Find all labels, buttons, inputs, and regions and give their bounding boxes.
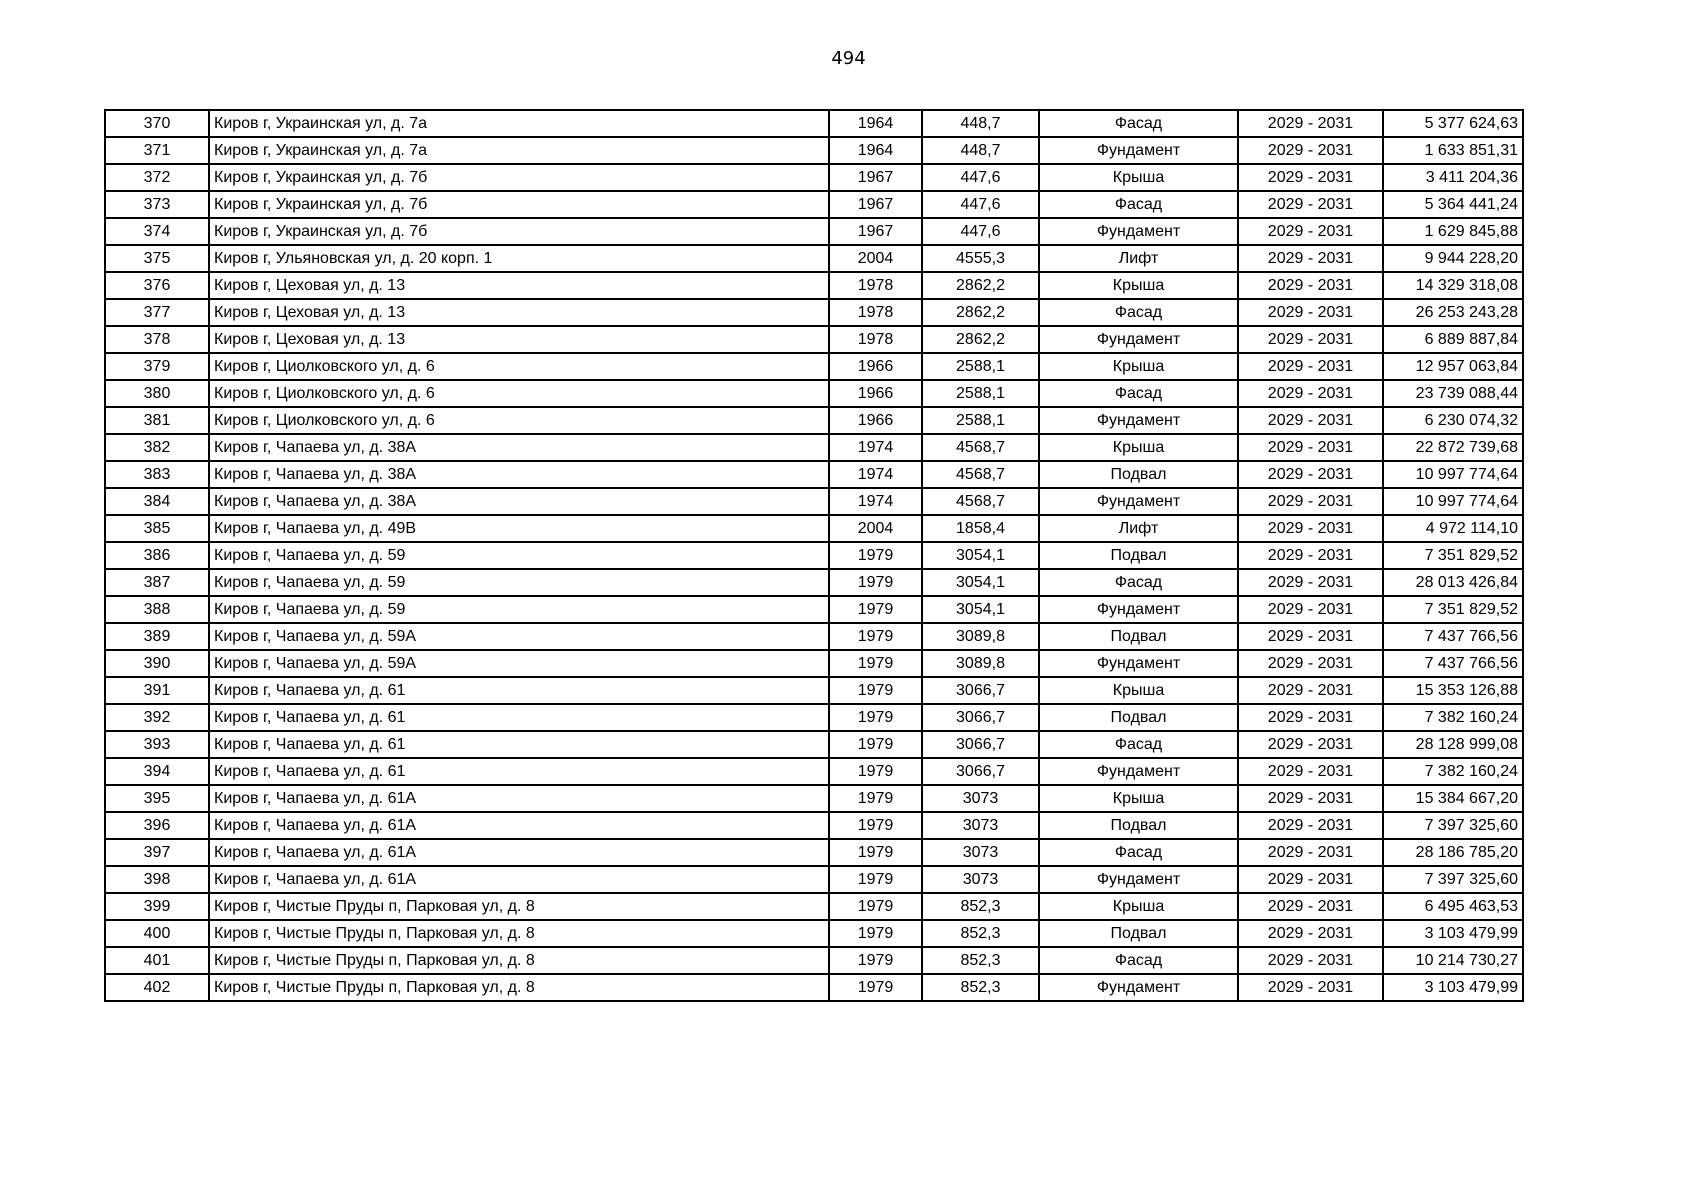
address-cell: Киров г, Чапаева ул, д. 61А: [209, 839, 829, 866]
period-cell: 2029 - 2031: [1238, 893, 1383, 920]
period-cell: 2029 - 2031: [1238, 839, 1383, 866]
cost-cell: 7 437 766,56: [1383, 650, 1523, 677]
row-number-cell: 373: [105, 191, 209, 218]
work-type-cell: Фундамент: [1039, 407, 1238, 434]
period-cell: 2029 - 2031: [1238, 785, 1383, 812]
area-cell: 2588,1: [922, 353, 1039, 380]
work-type-cell: Крыша: [1039, 164, 1238, 191]
table-row: [105, 866, 1523, 893]
cost-cell: 26 253 243,28: [1383, 299, 1523, 326]
period-cell: 2029 - 2031: [1238, 299, 1383, 326]
cost-cell: 10 214 730,27: [1383, 947, 1523, 974]
row-number-cell: 394: [105, 758, 209, 785]
address-cell: Киров г, Чапаева ул, д. 61: [209, 677, 829, 704]
row-number-cell: 393: [105, 731, 209, 758]
work-type-cell: Фасад: [1039, 731, 1238, 758]
period-cell: 2029 - 2031: [1238, 434, 1383, 461]
area-cell: 3054,1: [922, 569, 1039, 596]
table-row: [105, 191, 1523, 218]
work-type-cell: Фундамент: [1039, 974, 1238, 1001]
work-type-cell: Фундамент: [1039, 137, 1238, 164]
period-cell: 2029 - 2031: [1238, 623, 1383, 650]
area-cell: 852,3: [922, 947, 1039, 974]
area-cell: 1858,4: [922, 515, 1039, 542]
cost-cell: 7 382 160,24: [1383, 758, 1523, 785]
area-cell: 4568,7: [922, 434, 1039, 461]
build-year-cell: 1979: [829, 758, 922, 785]
table-row: [105, 947, 1523, 974]
row-number-cell: 376: [105, 272, 209, 299]
area-cell: 3073: [922, 785, 1039, 812]
build-year-cell: 1979: [829, 812, 922, 839]
work-type-cell: Фундамент: [1039, 758, 1238, 785]
address-cell: Киров г, Чапаева ул, д. 61А: [209, 866, 829, 893]
work-type-cell: Фундамент: [1039, 326, 1238, 353]
cost-cell: 7 351 829,52: [1383, 596, 1523, 623]
cost-cell: 3 411 204,36: [1383, 164, 1523, 191]
cost-cell: 22 872 739,68: [1383, 434, 1523, 461]
area-cell: 447,6: [922, 164, 1039, 191]
table-row: [105, 434, 1523, 461]
period-cell: 2029 - 2031: [1238, 974, 1383, 1001]
work-type-cell: Крыша: [1039, 434, 1238, 461]
period-cell: 2029 - 2031: [1238, 110, 1383, 137]
area-cell: 447,6: [922, 191, 1039, 218]
table-row: [105, 785, 1523, 812]
row-number-cell: 396: [105, 812, 209, 839]
address-cell: Киров г, Чапаева ул, д. 61А: [209, 785, 829, 812]
period-cell: 2029 - 2031: [1238, 245, 1383, 272]
work-type-cell: Фасад: [1039, 299, 1238, 326]
address-cell: Киров г, Чистые Пруды п, Парковая ул, д. 8: [209, 947, 829, 974]
work-type-cell: Крыша: [1039, 353, 1238, 380]
row-number-cell: 388: [105, 596, 209, 623]
period-cell: 2029 - 2031: [1238, 947, 1383, 974]
area-cell: 2862,2: [922, 272, 1039, 299]
table-row: [105, 245, 1523, 272]
period-cell: 2029 - 2031: [1238, 407, 1383, 434]
area-cell: 3066,7: [922, 758, 1039, 785]
build-year-cell: 1979: [829, 596, 922, 623]
work-type-cell: Фундамент: [1039, 650, 1238, 677]
table-row: [105, 218, 1523, 245]
area-cell: 852,3: [922, 920, 1039, 947]
period-cell: 2029 - 2031: [1238, 380, 1383, 407]
row-number-cell: 398: [105, 866, 209, 893]
table-row: [105, 488, 1523, 515]
build-year-cell: 1979: [829, 866, 922, 893]
build-year-cell: 1974: [829, 434, 922, 461]
table-row: [105, 677, 1523, 704]
cost-cell: 5 364 441,24: [1383, 191, 1523, 218]
table-row: [105, 974, 1523, 1001]
cost-cell: 7 351 829,52: [1383, 542, 1523, 569]
work-type-cell: Крыша: [1039, 893, 1238, 920]
table-row: [105, 569, 1523, 596]
cost-cell: 7 382 160,24: [1383, 704, 1523, 731]
address-cell: Киров г, Цеховая ул, д. 13: [209, 299, 829, 326]
work-type-cell: Фасад: [1039, 380, 1238, 407]
address-cell: Киров г, Циолковского ул, д. 6: [209, 353, 829, 380]
cost-cell: 7 437 766,56: [1383, 623, 1523, 650]
cost-cell: 5 377 624,63: [1383, 110, 1523, 137]
address-cell: Киров г, Чистые Пруды п, Парковая ул, д. 8: [209, 974, 829, 1001]
row-number-cell: 387: [105, 569, 209, 596]
period-cell: 2029 - 2031: [1238, 650, 1383, 677]
area-cell: 3066,7: [922, 704, 1039, 731]
address-cell: Киров г, Украинская ул, д. 7б: [209, 164, 829, 191]
row-number-cell: 386: [105, 542, 209, 569]
row-number-cell: 399: [105, 893, 209, 920]
address-cell: Киров г, Чапаева ул, д. 59: [209, 596, 829, 623]
table-row: [105, 353, 1523, 380]
period-cell: 2029 - 2031: [1238, 164, 1383, 191]
period-cell: 2029 - 2031: [1238, 677, 1383, 704]
period-cell: 2029 - 2031: [1238, 353, 1383, 380]
address-cell: Киров г, Украинская ул, д. 7б: [209, 191, 829, 218]
build-year-cell: 1979: [829, 704, 922, 731]
work-type-cell: Фасад: [1039, 191, 1238, 218]
row-number-cell: 383: [105, 461, 209, 488]
address-cell: Киров г, Чистые Пруды п, Парковая ул, д. 8: [209, 920, 829, 947]
build-year-cell: 1979: [829, 650, 922, 677]
cost-cell: 12 957 063,84: [1383, 353, 1523, 380]
work-type-cell: Фундамент: [1039, 866, 1238, 893]
address-cell: Киров г, Чапаева ул, д. 59: [209, 542, 829, 569]
cost-cell: 6 230 074,32: [1383, 407, 1523, 434]
period-cell: 2029 - 2031: [1238, 866, 1383, 893]
build-year-cell: 1979: [829, 623, 922, 650]
repair-schedule-table: [104, 109, 1524, 1002]
cost-cell: 14 329 318,08: [1383, 272, 1523, 299]
table-row: [105, 542, 1523, 569]
build-year-cell: 1979: [829, 893, 922, 920]
build-year-cell: 1967: [829, 164, 922, 191]
build-year-cell: 1966: [829, 353, 922, 380]
row-number-cell: 402: [105, 974, 209, 1001]
address-cell: Киров г, Чапаева ул, д. 61: [209, 731, 829, 758]
table-row: [105, 272, 1523, 299]
address-cell: Киров г, Чапаева ул, д. 38А: [209, 488, 829, 515]
address-cell: Киров г, Чапаева ул, д. 59А: [209, 650, 829, 677]
work-type-cell: Фасад: [1039, 947, 1238, 974]
period-cell: 2029 - 2031: [1238, 137, 1383, 164]
address-cell: Киров г, Циолковского ул, д. 6: [209, 407, 829, 434]
table-row: [105, 461, 1523, 488]
row-number-cell: 372: [105, 164, 209, 191]
build-year-cell: 2004: [829, 515, 922, 542]
build-year-cell: 1964: [829, 137, 922, 164]
build-year-cell: 1979: [829, 839, 922, 866]
work-type-cell: Фундамент: [1039, 488, 1238, 515]
row-number-cell: 389: [105, 623, 209, 650]
work-type-cell: Фундамент: [1039, 218, 1238, 245]
cost-cell: 10 997 774,64: [1383, 461, 1523, 488]
work-type-cell: Подвал: [1039, 704, 1238, 731]
table-row: [105, 812, 1523, 839]
period-cell: 2029 - 2031: [1238, 515, 1383, 542]
cost-cell: 1 629 845,88: [1383, 218, 1523, 245]
area-cell: 4568,7: [922, 488, 1039, 515]
table-row: [105, 299, 1523, 326]
address-cell: Киров г, Чапаева ул, д. 61А: [209, 812, 829, 839]
row-number-cell: 370: [105, 110, 209, 137]
period-cell: 2029 - 2031: [1238, 758, 1383, 785]
table-row: [105, 164, 1523, 191]
address-cell: Киров г, Ульяновская ул, д. 20 корп. 1: [209, 245, 829, 272]
cost-cell: 9 944 228,20: [1383, 245, 1523, 272]
row-number-cell: 379: [105, 353, 209, 380]
area-cell: 3073: [922, 866, 1039, 893]
row-number-cell: 395: [105, 785, 209, 812]
table-row: [105, 650, 1523, 677]
address-cell: Киров г, Чапаева ул, д. 49В: [209, 515, 829, 542]
cost-cell: 1 633 851,31: [1383, 137, 1523, 164]
row-number-cell: 371: [105, 137, 209, 164]
area-cell: 4555,3: [922, 245, 1039, 272]
table-row: [105, 920, 1523, 947]
period-cell: 2029 - 2031: [1238, 569, 1383, 596]
address-cell: Киров г, Чапаева ул, д. 38А: [209, 434, 829, 461]
build-year-cell: 1978: [829, 272, 922, 299]
cost-cell: 6 889 887,84: [1383, 326, 1523, 353]
row-number-cell: 392: [105, 704, 209, 731]
area-cell: 448,7: [922, 110, 1039, 137]
area-cell: 2862,2: [922, 299, 1039, 326]
table-row: [105, 623, 1523, 650]
cost-cell: 23 739 088,44: [1383, 380, 1523, 407]
period-cell: 2029 - 2031: [1238, 704, 1383, 731]
build-year-cell: 1966: [829, 380, 922, 407]
work-type-cell: Подвал: [1039, 920, 1238, 947]
area-cell: 2588,1: [922, 407, 1039, 434]
area-cell: 3089,8: [922, 650, 1039, 677]
build-year-cell: 1979: [829, 569, 922, 596]
period-cell: 2029 - 2031: [1238, 272, 1383, 299]
area-cell: 3054,1: [922, 596, 1039, 623]
cost-cell: 28 186 785,20: [1383, 839, 1523, 866]
table-row: [105, 515, 1523, 542]
table-row: [105, 596, 1523, 623]
table-row: [105, 758, 1523, 785]
table-row: [105, 110, 1523, 137]
area-cell: 3066,7: [922, 677, 1039, 704]
period-cell: 2029 - 2031: [1238, 542, 1383, 569]
cost-cell: 6 495 463,53: [1383, 893, 1523, 920]
period-cell: 2029 - 2031: [1238, 596, 1383, 623]
table-row: [105, 407, 1523, 434]
address-cell: Киров г, Чапаева ул, д. 59А: [209, 623, 829, 650]
cost-cell: 15 384 667,20: [1383, 785, 1523, 812]
cost-cell: 4 972 114,10: [1383, 515, 1523, 542]
cost-cell: 15 353 126,88: [1383, 677, 1523, 704]
area-cell: 3054,1: [922, 542, 1039, 569]
address-cell: Киров г, Украинская ул, д. 7а: [209, 137, 829, 164]
row-number-cell: 374: [105, 218, 209, 245]
build-year-cell: 1966: [829, 407, 922, 434]
work-type-cell: Фасад: [1039, 110, 1238, 137]
period-cell: 2029 - 2031: [1238, 326, 1383, 353]
address-cell: Киров г, Чистые Пруды п, Парковая ул, д. 8: [209, 893, 829, 920]
period-cell: 2029 - 2031: [1238, 461, 1383, 488]
area-cell: 3089,8: [922, 623, 1039, 650]
work-type-cell: Подвал: [1039, 461, 1238, 488]
row-number-cell: 401: [105, 947, 209, 974]
build-year-cell: 1967: [829, 218, 922, 245]
address-cell: Киров г, Циолковского ул, д. 6: [209, 380, 829, 407]
row-number-cell: 400: [105, 920, 209, 947]
work-type-cell: Лифт: [1039, 515, 1238, 542]
row-number-cell: 397: [105, 839, 209, 866]
build-year-cell: 1978: [829, 326, 922, 353]
work-type-cell: Крыша: [1039, 785, 1238, 812]
row-number-cell: 385: [105, 515, 209, 542]
build-year-cell: 1979: [829, 677, 922, 704]
work-type-cell: Подвал: [1039, 812, 1238, 839]
build-year-cell: 1978: [829, 299, 922, 326]
cost-cell: 3 103 479,99: [1383, 920, 1523, 947]
work-type-cell: Фасад: [1039, 569, 1238, 596]
table-body: [105, 110, 1523, 1001]
cost-cell: 28 128 999,08: [1383, 731, 1523, 758]
period-cell: 2029 - 2031: [1238, 812, 1383, 839]
build-year-cell: 1979: [829, 947, 922, 974]
address-cell: Киров г, Украинская ул, д. 7б: [209, 218, 829, 245]
period-cell: 2029 - 2031: [1238, 488, 1383, 515]
build-year-cell: 1967: [829, 191, 922, 218]
work-type-cell: Подвал: [1039, 623, 1238, 650]
page-number: 494: [831, 48, 866, 69]
table-row: [105, 137, 1523, 164]
area-cell: 2588,1: [922, 380, 1039, 407]
build-year-cell: 1979: [829, 920, 922, 947]
build-year-cell: 1979: [829, 731, 922, 758]
row-number-cell: 380: [105, 380, 209, 407]
table-row: [105, 893, 1523, 920]
build-year-cell: 1979: [829, 542, 922, 569]
row-number-cell: 375: [105, 245, 209, 272]
address-cell: Киров г, Чапаева ул, д. 61: [209, 704, 829, 731]
period-cell: 2029 - 2031: [1238, 920, 1383, 947]
period-cell: 2029 - 2031: [1238, 191, 1383, 218]
cost-cell: 7 397 325,60: [1383, 812, 1523, 839]
row-number-cell: 382: [105, 434, 209, 461]
address-cell: Киров г, Чапаева ул, д. 59: [209, 569, 829, 596]
row-number-cell: 384: [105, 488, 209, 515]
row-number-cell: 390: [105, 650, 209, 677]
work-type-cell: Крыша: [1039, 677, 1238, 704]
area-cell: 3066,7: [922, 731, 1039, 758]
work-type-cell: Фундамент: [1039, 596, 1238, 623]
work-type-cell: Крыша: [1039, 272, 1238, 299]
cost-cell: 7 397 325,60: [1383, 866, 1523, 893]
cost-cell: 10 997 774,64: [1383, 488, 1523, 515]
address-cell: Киров г, Цеховая ул, д. 13: [209, 326, 829, 353]
build-year-cell: 2004: [829, 245, 922, 272]
period-cell: 2029 - 2031: [1238, 218, 1383, 245]
row-number-cell: 377: [105, 299, 209, 326]
work-type-cell: Подвал: [1039, 542, 1238, 569]
period-cell: 2029 - 2031: [1238, 731, 1383, 758]
area-cell: 852,3: [922, 893, 1039, 920]
build-year-cell: 1974: [829, 488, 922, 515]
row-number-cell: 381: [105, 407, 209, 434]
table-row: [105, 704, 1523, 731]
area-cell: 447,6: [922, 218, 1039, 245]
address-cell: Киров г, Цеховая ул, д. 13: [209, 272, 829, 299]
address-cell: Киров г, Чапаева ул, д. 61: [209, 758, 829, 785]
build-year-cell: 1974: [829, 461, 922, 488]
cost-cell: 3 103 479,99: [1383, 974, 1523, 1001]
address-cell: Киров г, Украинская ул, д. 7а: [209, 110, 829, 137]
cost-cell: 28 013 426,84: [1383, 569, 1523, 596]
area-cell: 4568,7: [922, 461, 1039, 488]
work-type-cell: Фасад: [1039, 839, 1238, 866]
work-type-cell: Лифт: [1039, 245, 1238, 272]
row-number-cell: 378: [105, 326, 209, 353]
row-number-cell: 391: [105, 677, 209, 704]
table-row: [105, 839, 1523, 866]
build-year-cell: 1979: [829, 785, 922, 812]
build-year-cell: 1964: [829, 110, 922, 137]
table-row: [105, 731, 1523, 758]
table-row: [105, 326, 1523, 353]
area-cell: 3073: [922, 839, 1039, 866]
build-year-cell: 1979: [829, 974, 922, 1001]
table-row: [105, 380, 1523, 407]
area-cell: 448,7: [922, 137, 1039, 164]
area-cell: 3073: [922, 812, 1039, 839]
area-cell: 2862,2: [922, 326, 1039, 353]
address-cell: Киров г, Чапаева ул, д. 38А: [209, 461, 829, 488]
area-cell: 852,3: [922, 974, 1039, 1001]
